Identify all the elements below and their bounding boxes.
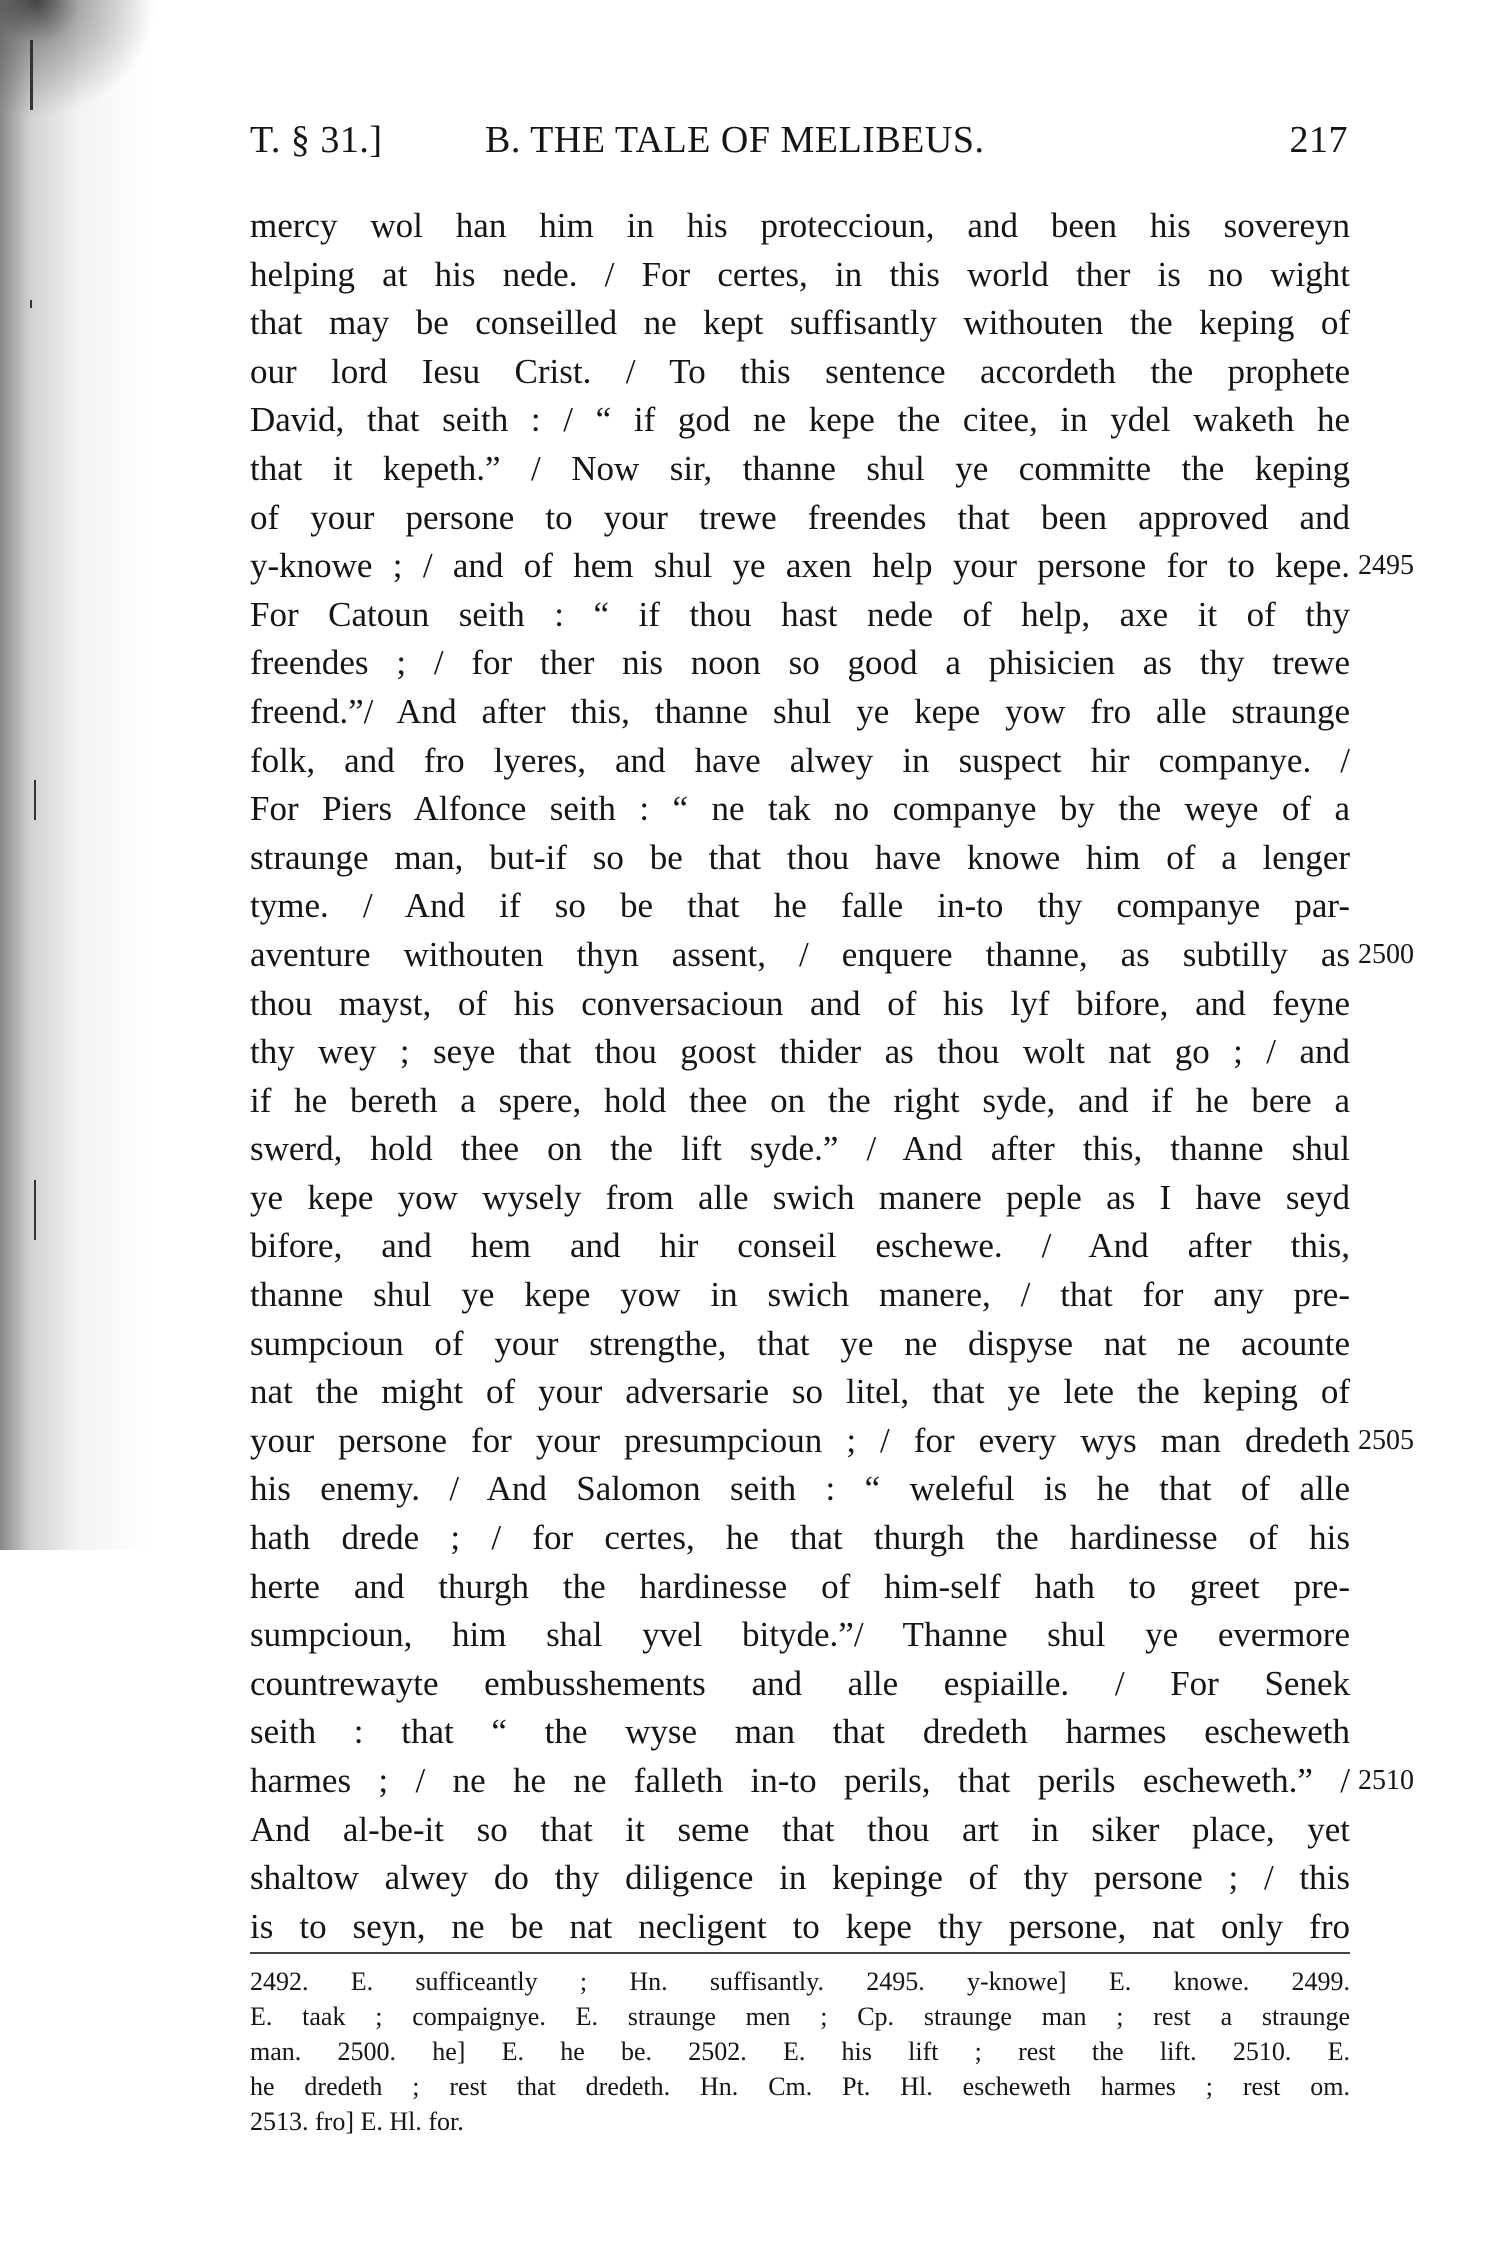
text-line: harmes ; / ne he ne falleth in-to perils, that perils escheweth.” / 2510	[250, 1757, 1350, 1806]
text-line: ye kepe yow wysely from alle swich manere peple as I have seyd	[250, 1177, 1350, 1217]
text-line: your persone for your presumpcioun ; / for every wys man dredeth 2505	[250, 1417, 1350, 1466]
text-line: that it kepeth.” / Now sir, thanne shul ye committe the keping	[250, 448, 1350, 488]
text-line: herte and thurgh the hardinesse of him-self hath to greet pre-	[250, 1566, 1350, 1606]
line-number: 2500	[1358, 938, 1414, 970]
text-line: freendes ; / for ther nis noon so good a phisicien as thy trewe	[250, 643, 1350, 683]
text-line: folk, and fro lyeres, and have alwey in suspect hir companye. /	[250, 740, 1350, 780]
text-line: tyme. / And if so be that he falle in-to thy companye par-	[250, 886, 1350, 926]
text-line: mercy wol han him in his proteccioun, and been his sovereyn	[250, 206, 1350, 245]
text-line: if he bereth a spere, hold thee on the right syde, and if he bere a	[250, 1080, 1350, 1120]
text-line: thanne shul ye kepe yow in swich manere, / that for any pre-	[250, 1275, 1350, 1315]
footnote-line: E. taak ; compaignye. E. straunge men ; Cp. straunge man ; rest a straunge	[250, 2002, 1350, 2031]
text-line: swerd, hold thee on the lift syde.” / And after this, thanne shul	[250, 1129, 1350, 1169]
edge-mark	[34, 780, 36, 820]
footnotes	[250, 1964, 1350, 2139]
running-header	[250, 118, 1350, 168]
page-edge-shadow	[0, 0, 160, 1550]
text-line: our lord Iesu Crist. / To this sentence accordeth the prophete	[250, 351, 1350, 391]
edge-mark	[30, 40, 33, 110]
text-line: straunge man, but-if so be that thou have knowe him of a lenger	[250, 837, 1350, 877]
text-line: And al-be-it so that it seme that thou art in siker place, yet	[250, 1809, 1350, 1849]
text-line: sumpcioun of your strengthe, that ye ne dispyse nat ne acounte	[250, 1323, 1350, 1363]
footnote-rule	[250, 1952, 1350, 1954]
edge-mark	[30, 300, 32, 308]
text-line: aventure withouten thyn assent, / enquere thanne, as subtilly as 2500	[250, 931, 1350, 980]
text-line: is to seyn, ne be nat necligent to kepe thy persone, nat only fro	[250, 1906, 1350, 1946]
text-line: freend.”/ And after this, thanne shul ye kepe yow fro alle straunge	[250, 691, 1350, 731]
text-line: that may be conseilled ne kept suffisantly withouten the keping of	[250, 303, 1350, 343]
section-reference: T. § 31.]	[250, 119, 383, 161]
main-text	[250, 202, 1414, 1951]
footnote-line: 2492. E. sufficeantly ; Hn. suffisantly. 2495. y-knowe] E. knowe. 2499.	[250, 1967, 1350, 1996]
text-line: countrewayte embusshements and alle espiaille. / For Senek	[250, 1663, 1350, 1703]
text-line: sumpcioun, him shal yvel bityde.”/ Thanne shul ye evermore	[250, 1615, 1350, 1655]
text-line: seith : that “ the wyse man that dredeth harmes escheweth	[250, 1712, 1350, 1752]
page-number: 217	[1289, 119, 1348, 161]
footnote-line: man. 2500. he] E. he be. 2502. E. his lift ; rest the lift. 2510. E.	[250, 2037, 1350, 2066]
line-number: 2505	[1358, 1424, 1414, 1456]
text-line: thou mayst, of his conversacioun and of his lyf bifore, and feyne	[250, 983, 1350, 1023]
page-corner-shadow	[0, 0, 180, 140]
footnote-line: he dredeth ; rest that dredeth. Hn. Cm. Pt. Hl. escheweth harmes ; rest om.	[250, 2072, 1350, 2101]
text-line: helping at his nede. / For certes, in this world ther is no wight	[250, 254, 1350, 294]
text-line: shaltow alwey do thy diligence in kepinge of thy persone ; / this	[250, 1858, 1350, 1898]
edge-mark	[34, 1180, 36, 1240]
text-line: his enemy. / And Salomon seith : “ weleful is he that of alle	[250, 1469, 1350, 1509]
text-line: bifore, and hem and hir conseil eschewe. / And after this,	[250, 1226, 1350, 1266]
line-number: 2510	[1358, 1765, 1414, 1796]
text-line: For Catoun seith : “ if thou hast nede of help, axe it of thy	[250, 594, 1350, 634]
footnote-line: 2513. fro] E. Hl. for.	[250, 2107, 464, 2136]
line-number: 2495	[1358, 550, 1414, 582]
text-line: nat the might of your adversarie so litel, that ye lete the keping of	[250, 1372, 1350, 1412]
running-title: B. THE TALE OF MELIBEUS.	[485, 119, 985, 161]
text-line: of your persone to your trewe freendes that been approved and	[250, 497, 1350, 537]
text-line: y-knowe ; / and of hem shul ye axen help your persone for to kepe. 2495	[250, 542, 1350, 591]
text-line: David, that seith : / “ if god ne kepe the citee, in ydel waketh he	[250, 400, 1350, 440]
text-line: hath drede ; / for certes, he that thurgh the hardinesse of his	[250, 1518, 1350, 1558]
text-line: For Piers Alfonce seith : “ ne tak no companye by the weye of a	[250, 789, 1350, 829]
text-line: thy wey ; seye that thou goost thider as thou wolt nat go ; / and	[250, 1032, 1350, 1072]
